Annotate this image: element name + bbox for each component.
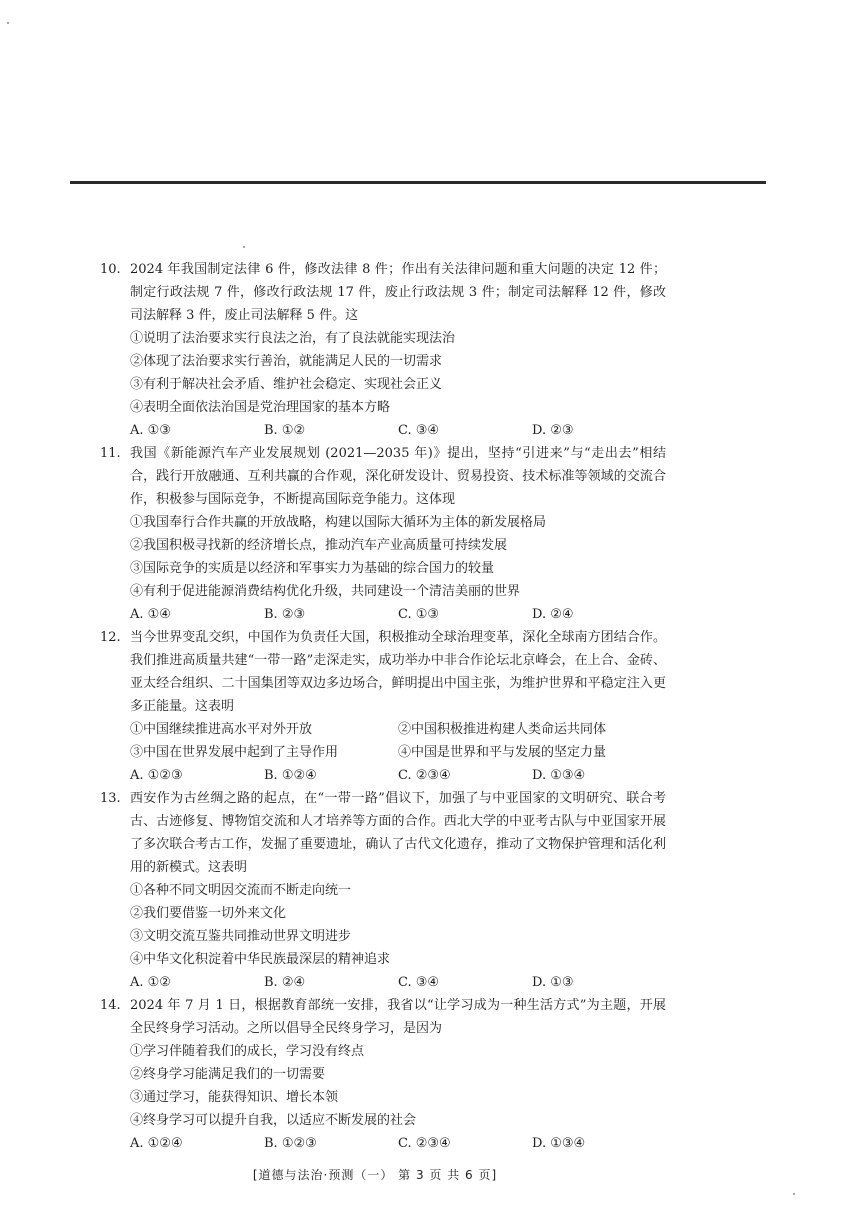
option-1: ①中国继续推进高水平对外开放 bbox=[130, 722, 313, 737]
question-stem: 我国《新能源汽车产业发展规划 (2021—2035 年)》提出，坚持“引进来”与“走出去”相结合，践行开放融通、互利共赢的合作观，深化研发设计、贸易投资、技术标准等领域的交流合作，积极参与国际竞争，不断提高国际竞争能力。这体现 bbox=[130, 446, 666, 507]
option-2: ②体现了法治要求实行善治，就能满足人民的一切需求 bbox=[130, 354, 443, 369]
answer-d: D. ②③ bbox=[532, 423, 574, 438]
answer-b: B. ②③ bbox=[264, 607, 306, 622]
answer-a: A. ①②③ bbox=[130, 768, 183, 783]
answer-b: B. ①②③ bbox=[264, 1136, 317, 1151]
question-10 bbox=[100, 258, 666, 442]
answer-choices bbox=[130, 764, 666, 787]
option-4: ④终身学习可以提升自我，以适应不断发展的社会 bbox=[130, 1113, 417, 1128]
question-number: 10. bbox=[100, 262, 121, 277]
option-2: ②我国积极寻找新的经济增长点，推动汽车产业高质量可持续发展 bbox=[130, 538, 508, 553]
question-stem: 2024 年 7 月 1 日，根据教育部统一安排，我省以“让学习成为一种生活方式”为主题，开展全民终身学习活动。之所以倡导全民终身学习，是因为 bbox=[130, 998, 666, 1036]
answer-c: C. ③④ bbox=[398, 423, 440, 438]
answer-choices bbox=[130, 1132, 666, 1155]
answer-d: D. ①③④ bbox=[532, 768, 586, 783]
question-number: 14. bbox=[100, 998, 121, 1013]
answer-b: B. ①②④ bbox=[264, 768, 317, 783]
exam-questions bbox=[100, 258, 666, 1155]
option-2: ②终身学习能满足我们的一切需要 bbox=[130, 1067, 326, 1082]
answer-a: A. ①②④ bbox=[130, 1136, 183, 1151]
option-4: ④中国是世界和平与发展的坚定力量 bbox=[398, 745, 607, 760]
option-2: ②我们要借鉴一切外来文化 bbox=[130, 906, 287, 921]
answer-a: A. ①③ bbox=[130, 423, 171, 438]
question-number: 11. bbox=[100, 446, 121, 461]
answer-d: D. ②④ bbox=[532, 607, 574, 622]
scan-speck bbox=[793, 1193, 795, 1195]
top-divider bbox=[70, 181, 766, 184]
answer-c: C. ②③④ bbox=[398, 768, 451, 783]
question-12 bbox=[100, 626, 666, 787]
question-14 bbox=[100, 994, 666, 1155]
option-row bbox=[130, 718, 666, 741]
option-1: ①我国奉行合作共赢的开放战略，构建以国际大循环为主体的新发展格局 bbox=[130, 515, 547, 530]
question-11 bbox=[100, 442, 666, 626]
question-stem: 当今世界变乱交织，中国作为负责任大国，积极推动全球治理变革，深化全球南方团结合作。我们推进高质量共建“一带一路”走深走实，成功举办中非合作论坛北京峰会，在上合、金砖、亚太经合组织、二十国集团等双边多边场合，鲜明提出中国主张，为维护世界和平稳定注入更多正能量。这表明 bbox=[130, 630, 666, 714]
answer-c: C. ②③④ bbox=[398, 1136, 451, 1151]
question-number: 12. bbox=[100, 630, 121, 645]
answer-d: D. ①③ bbox=[532, 975, 574, 990]
option-3: ③文明交流互鉴共同推动世界文明进步 bbox=[130, 929, 352, 944]
answer-choices bbox=[130, 603, 666, 626]
option-1: ①各种不同文明因交流而不断走向统一 bbox=[130, 883, 352, 898]
answer-d: D. ①③④ bbox=[532, 1136, 586, 1151]
question-13 bbox=[100, 787, 666, 994]
question-stem: 西安作为古丝绸之路的起点，在“一带一路”倡议下，加强了与中亚国家的文明研究、联合考古、古迹修复、博物馆交流和人才培养等方面的合作。西北大学的中亚考古队与中亚国家开展了多次联合考古工作，发掘了重要遗址，确认了古代文化遗存，推动了文物保护管理和活化利用的新模式。这表明 bbox=[130, 791, 666, 875]
answer-choices bbox=[130, 419, 666, 442]
scan-speck bbox=[7, 22, 9, 24]
option-4: ④有利于促进能源消费结构优化升级，共同建设一个清洁美丽的世界 bbox=[130, 584, 521, 599]
option-4: ④表明全面依法治国是党治理国家的基本方略 bbox=[130, 400, 391, 415]
answer-a: A. ①② bbox=[130, 975, 171, 990]
answer-a: A. ①④ bbox=[130, 607, 171, 622]
answer-b: B. ①② bbox=[264, 423, 306, 438]
question-number: 13. bbox=[100, 791, 121, 806]
option-row bbox=[130, 741, 666, 764]
answer-c: C. ③④ bbox=[398, 975, 440, 990]
option-1: ①说明了法治要求实行良法之治，有了良法就能实现法治 bbox=[130, 331, 456, 346]
answer-choices bbox=[130, 971, 666, 994]
answer-b: B. ②④ bbox=[264, 975, 306, 990]
option-3: ③国际竞争的实质是以经济和军事实力为基础的综合国力的较量 bbox=[130, 561, 495, 576]
option-3: ③中国在世界发展中起到了主导作用 bbox=[130, 745, 339, 760]
option-2: ②中国积极推进构建人类命运共同体 bbox=[398, 722, 607, 737]
option-4: ④中华文化积淀着中华民族最深层的精神追求 bbox=[130, 952, 391, 967]
option-1: ①学习伴随着我们的成长，学习没有终点 bbox=[130, 1044, 365, 1059]
option-3: ③通过学习，能获得知识、增长本领 bbox=[130, 1090, 339, 1105]
page-footer: [道德与法治·预测（一） 第 3 页 共 6 页] bbox=[252, 1168, 498, 1182]
question-stem: 2024 年我国制定法律 6 件，修改法律 8 件；作出有关法律问题和重大问题的决定 12 件；制定行政法规 7 件，修改行政法规 17 件，废止行政法规 3 件；制定司法解释 12 件，修改司法解释 3 件，废止司法解释 5 件。这 bbox=[130, 262, 666, 323]
scan-speck bbox=[243, 246, 245, 248]
option-3: ③有利于解决社会矛盾、维护社会稳定、实现社会正义 bbox=[130, 377, 443, 392]
answer-c: C. ①③ bbox=[398, 607, 440, 622]
